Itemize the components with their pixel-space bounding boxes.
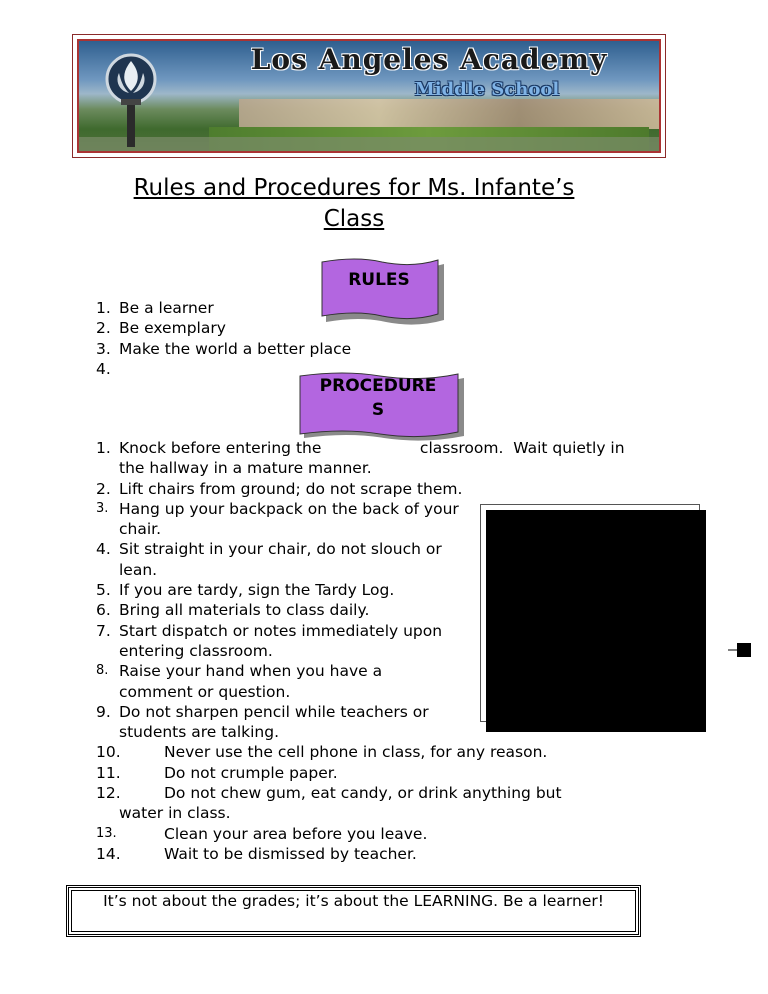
list-item: 12. Do not chew gum, eat candy, or drink anything but water in class. (96, 784, 562, 823)
list-item: 13. Clean your area before you leave. (96, 824, 428, 843)
banner-subtitle: Middle School (414, 79, 560, 100)
list-item: 3. Make the world a better place (96, 339, 352, 358)
list-item: 14. Wait to be dismissed by teacher. (96, 844, 417, 863)
banner-building (239, 99, 659, 129)
list-item: 3. Hang up your backpack on the back of your chair. (96, 499, 459, 539)
list-item: 8. Raise your hand when you have a comment or question. (96, 662, 383, 701)
anchor-marker-icon (728, 642, 754, 658)
list-item: 6. Bring all materials to class daily. (96, 601, 370, 620)
procedures-flag-label: PROCEDURE S (319, 376, 437, 420)
banner-title: Los Angeles Academy (250, 43, 608, 76)
page-title (60, 173, 648, 235)
list-item: 2. Lift chairs from ground; do not scrape them. (96, 479, 463, 498)
quote-box (66, 885, 641, 937)
list-item: 5. If you are tardy, sign the Tardy Log. (96, 581, 395, 600)
list-item: 2. Be exemplary (96, 319, 226, 338)
page-title-line2: Class (323, 206, 385, 232)
list-item: 7. Start dispatch or notes immediately upon entering classroom. (96, 621, 443, 660)
list-item: 11. Do not crumple paper. (96, 763, 338, 782)
list-item: 4. Sit straight in your chair, do not slouch or lean. (96, 540, 442, 579)
list-item: 9. Do not sharpen pencil while teachers or students are talking. (96, 702, 429, 742)
rules-flag-label: RULES (348, 270, 410, 290)
school-banner (72, 34, 666, 158)
list-item: 1. Knock before entering the classroom. Wait quietly in the hallway in a mature manner. (96, 439, 630, 478)
list-item: 1. Be a learner (96, 299, 214, 317)
redacted-photo (486, 510, 706, 732)
rules-list (96, 298, 351, 379)
banner-image (77, 39, 661, 153)
quote-text: It’s not about the grades; it’s about the LEARNING. Be a learner! (71, 890, 636, 932)
list-item: 10. Never use the cell phone in class, for any reason. (96, 743, 548, 762)
page-title-line1: Rules and Procedures for Ms. Infante’s (133, 175, 575, 201)
torch-logo-icon (101, 47, 171, 151)
list-item: 4. (96, 359, 111, 378)
procedures-flag (298, 372, 466, 444)
